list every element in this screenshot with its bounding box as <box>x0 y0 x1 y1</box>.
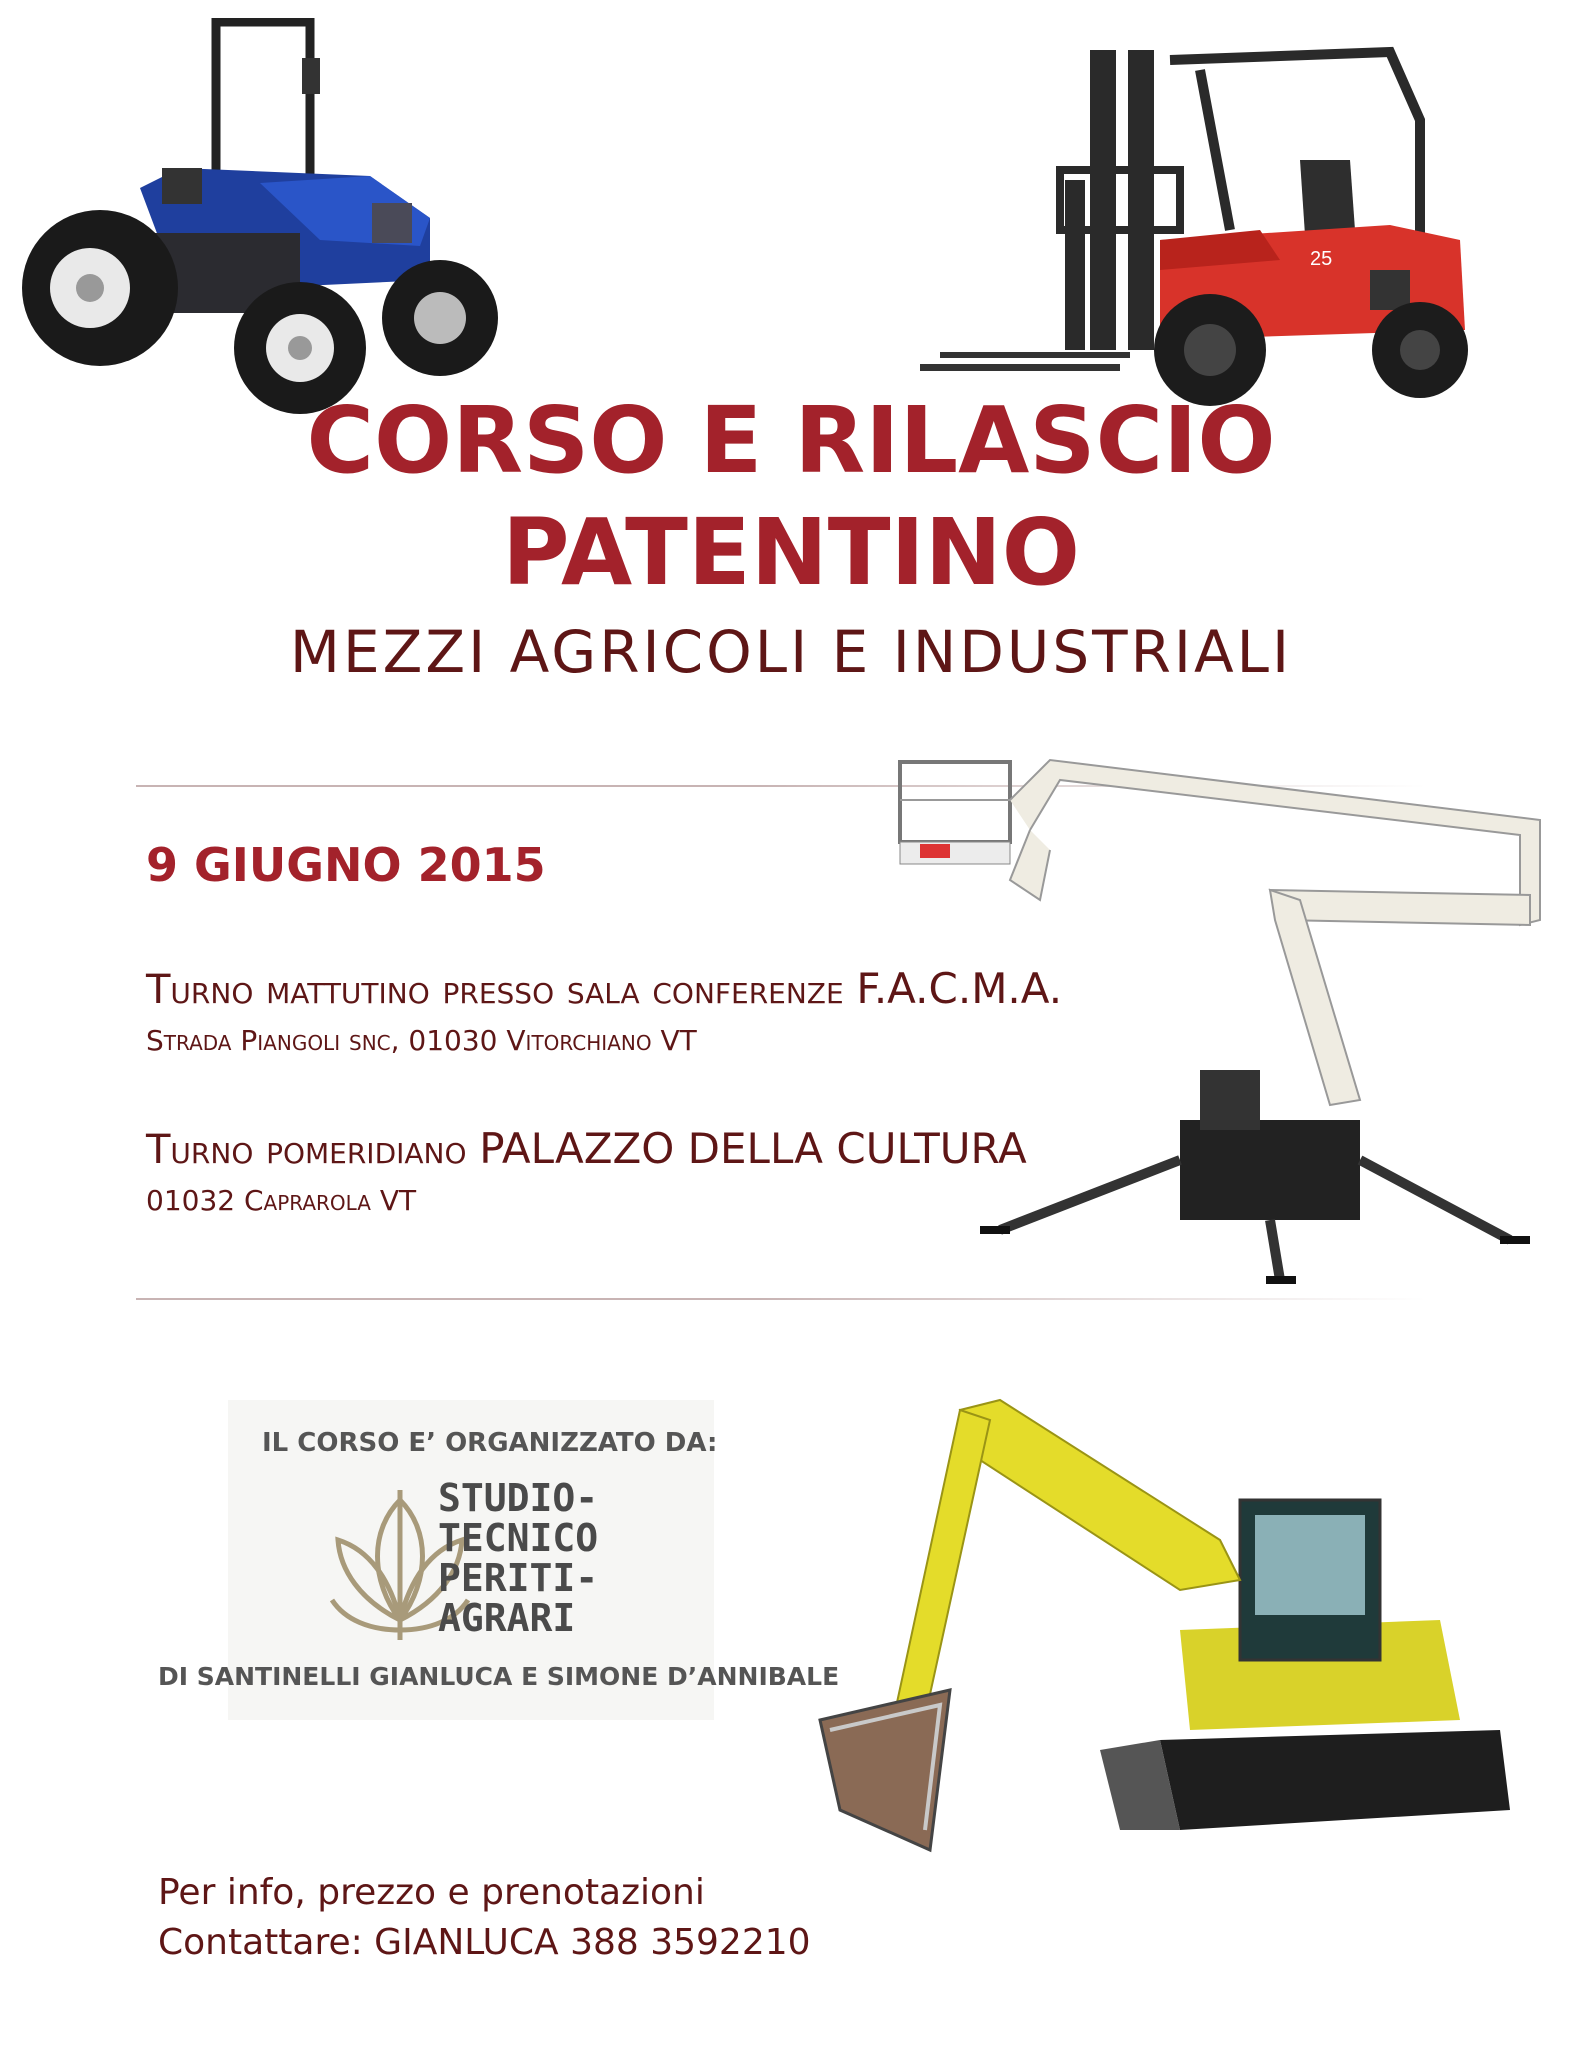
contact-line-2: Contattare: GIANLUCA 388 3592210 <box>158 1922 811 1963</box>
morning-label: Turno mattutino presso sala conferenze <box>146 967 844 1013</box>
organizer-heading: IL CORSO E’ ORGANIZZATO DA: <box>262 1428 718 1458</box>
boom-lift-image <box>880 740 1560 1300</box>
contact-line-1: Per info, prezzo e prenotazioni <box>158 1872 705 1913</box>
organizer-name-line: STUDIO- <box>438 1476 599 1520</box>
title-line-2: PATENTINO <box>502 499 1080 606</box>
morning-address: Strada Piangoli snc, 01030 Vitorchiano VT <box>146 1024 697 1057</box>
event-date: 9 GIUGNO 2015 <box>146 838 546 892</box>
tractor-image <box>20 18 510 428</box>
organizer-name-line: PERITI- <box>438 1556 599 1600</box>
afternoon-session <box>146 1124 1027 1173</box>
subtitle: MEZZI AGRICOLI E INDUSTRIALI <box>289 618 1293 686</box>
organizer-name <box>438 1478 598 1638</box>
morning-session <box>146 964 1062 1013</box>
organizer-name-line: AGRARI <box>438 1596 576 1640</box>
afternoon-venue: PALAZZO DELLA CULTURA <box>479 1124 1027 1173</box>
morning-venue: F.A.C.M.A. <box>856 964 1063 1013</box>
excavator-image <box>800 1390 1520 1870</box>
afternoon-label: Turno pomeridiano <box>146 1127 467 1173</box>
organizer-owners: DI SANTINELLI GIANLUCA E SIMONE D’ANNIBALE <box>158 1662 840 1691</box>
title-line-1: CORSO E RILASCIO <box>306 387 1276 494</box>
forklift-number: 25 <box>1310 248 1333 270</box>
afternoon-address: 01032 Caprarola VT <box>146 1184 417 1217</box>
forklift-image <box>900 30 1500 410</box>
organizer-name-line: TECNICO <box>438 1516 599 1560</box>
